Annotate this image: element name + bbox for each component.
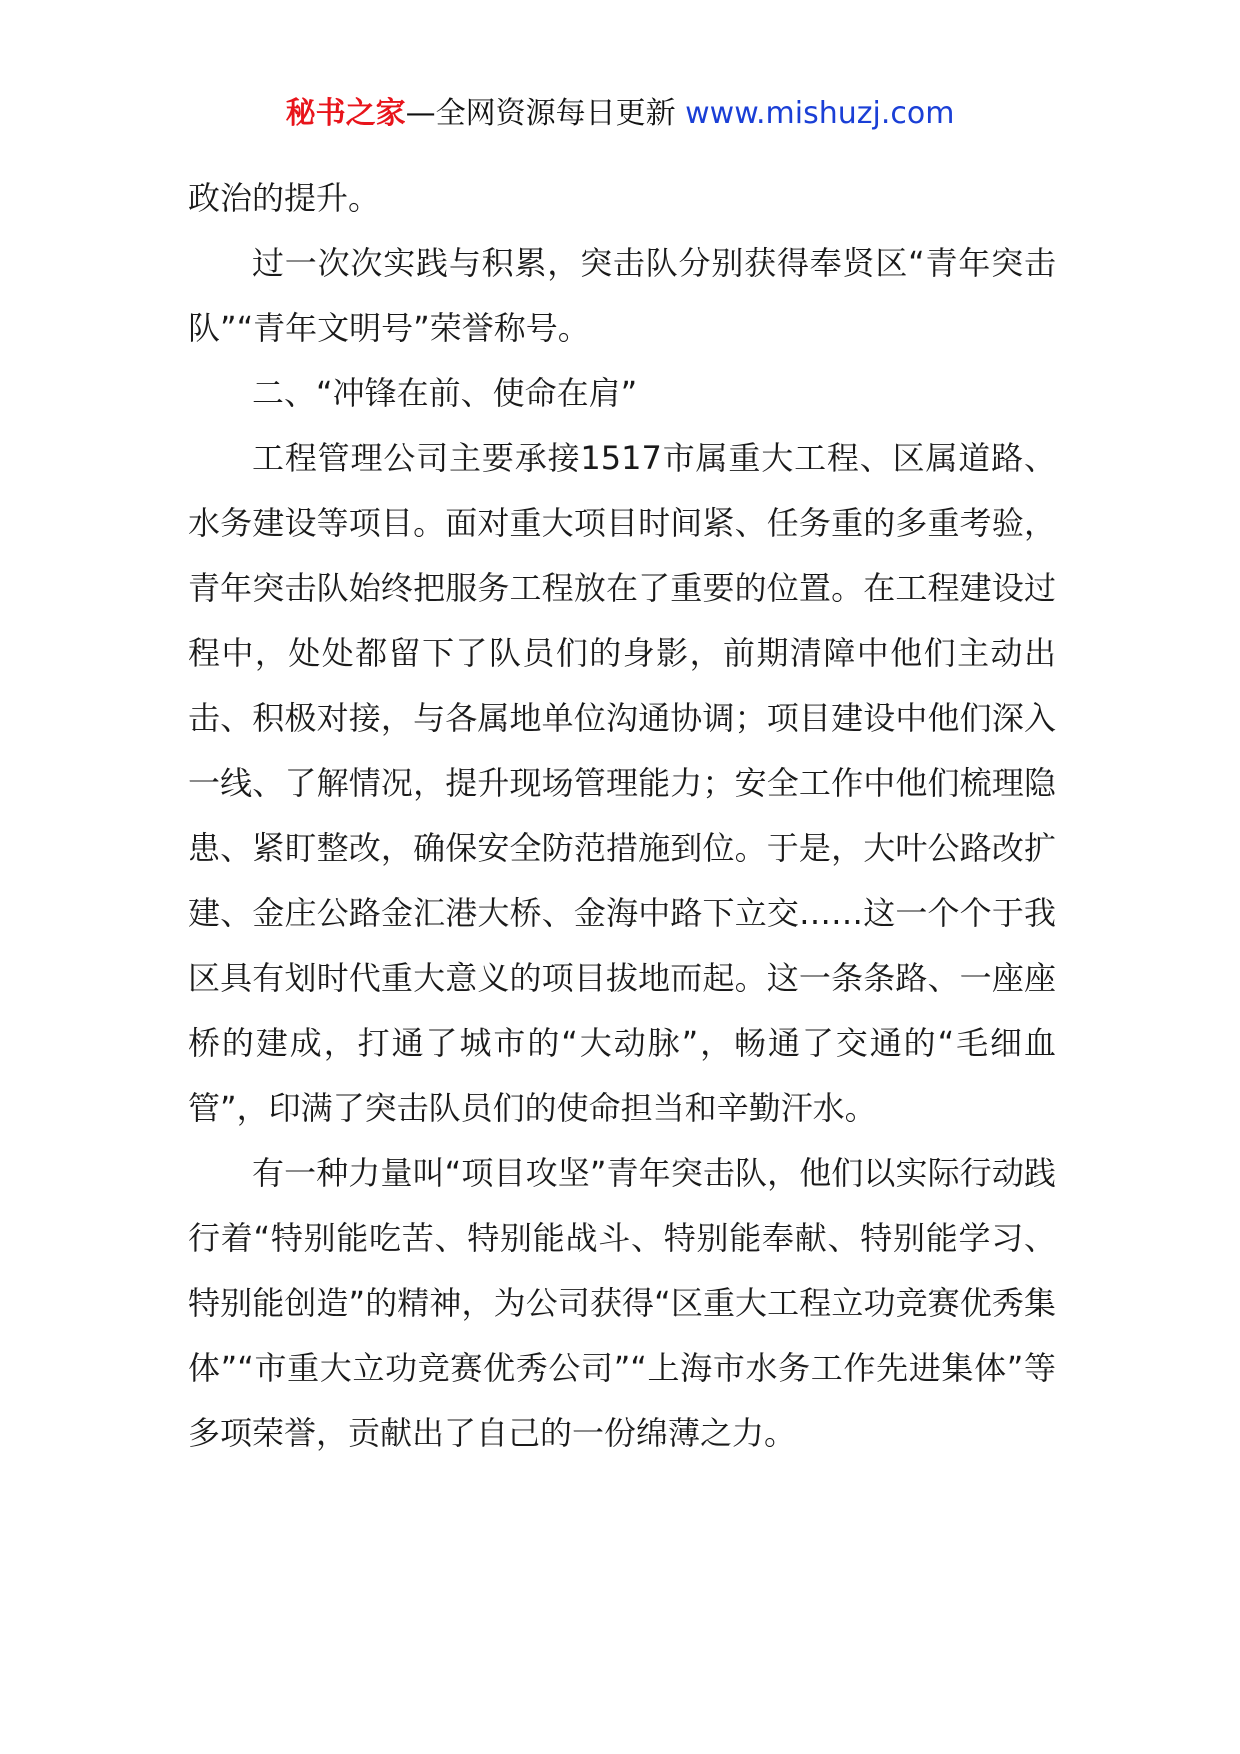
paragraph-projects: 工程管理公司主要承接1517市属重大工程、区属道路、水务建设等项目。面对重大项目时间紧、任务重的多重考验，青年突击队始终把服务工程放在了重要的位置。在工程建设过程中，处处都留下了队员们的身影，前期清障中他们主动出击、积极对接，与各属地单位沟通协调；项目建设中他们深入一线、了解情况，提升现场管理能力；安全工作中他们梳理隐患、紧盯整改，确保安全防范措施到位。于是，大叶公路改扩建、金庄公路金汇港大桥、金海中路下立交……这一个个于我区具有划时代重大意义的项目拔地而起。这一条条路、一座座桥的建成，打通了城市的“大动脉”，畅通了交通的“毛细血管”，印满了突击队员们的使命担当和辛勤汗水。 <box>188 439 1056 1127</box>
site-url-link[interactable]: www.mishuzj.com <box>685 96 955 131</box>
paragraph-closing: 有一种力量叫“项目攻坚”青年突击队，他们以实际行动践行着“特别能吃苦、特别能战斗、特别能奉献、特别能学习、特别能创造”的精神，为公司获得“区重大工程立功竞赛优秀集体”“市重大立功竞赛优秀公司”“上海市水务工作先进集体”等多项荣誉，贡献出了自己的一份绵薄之力。 <box>188 1154 1056 1452</box>
document-body <box>188 166 1056 1466</box>
header-slogan: —全网资源每日更新 <box>405 96 676 131</box>
paragraph-continuation: 政治的提升。 <box>188 179 381 217</box>
section-heading: 二、“冲锋在前、使命在肩” <box>252 374 638 412</box>
paragraph-honors: 过一次次实践与积累，突击队分别获得奉贤区“青年突击队”“青年文明号”荣誉称号。 <box>188 244 1056 347</box>
page-header <box>0 94 1240 134</box>
brand-name: 秘书之家 <box>285 96 406 131</box>
